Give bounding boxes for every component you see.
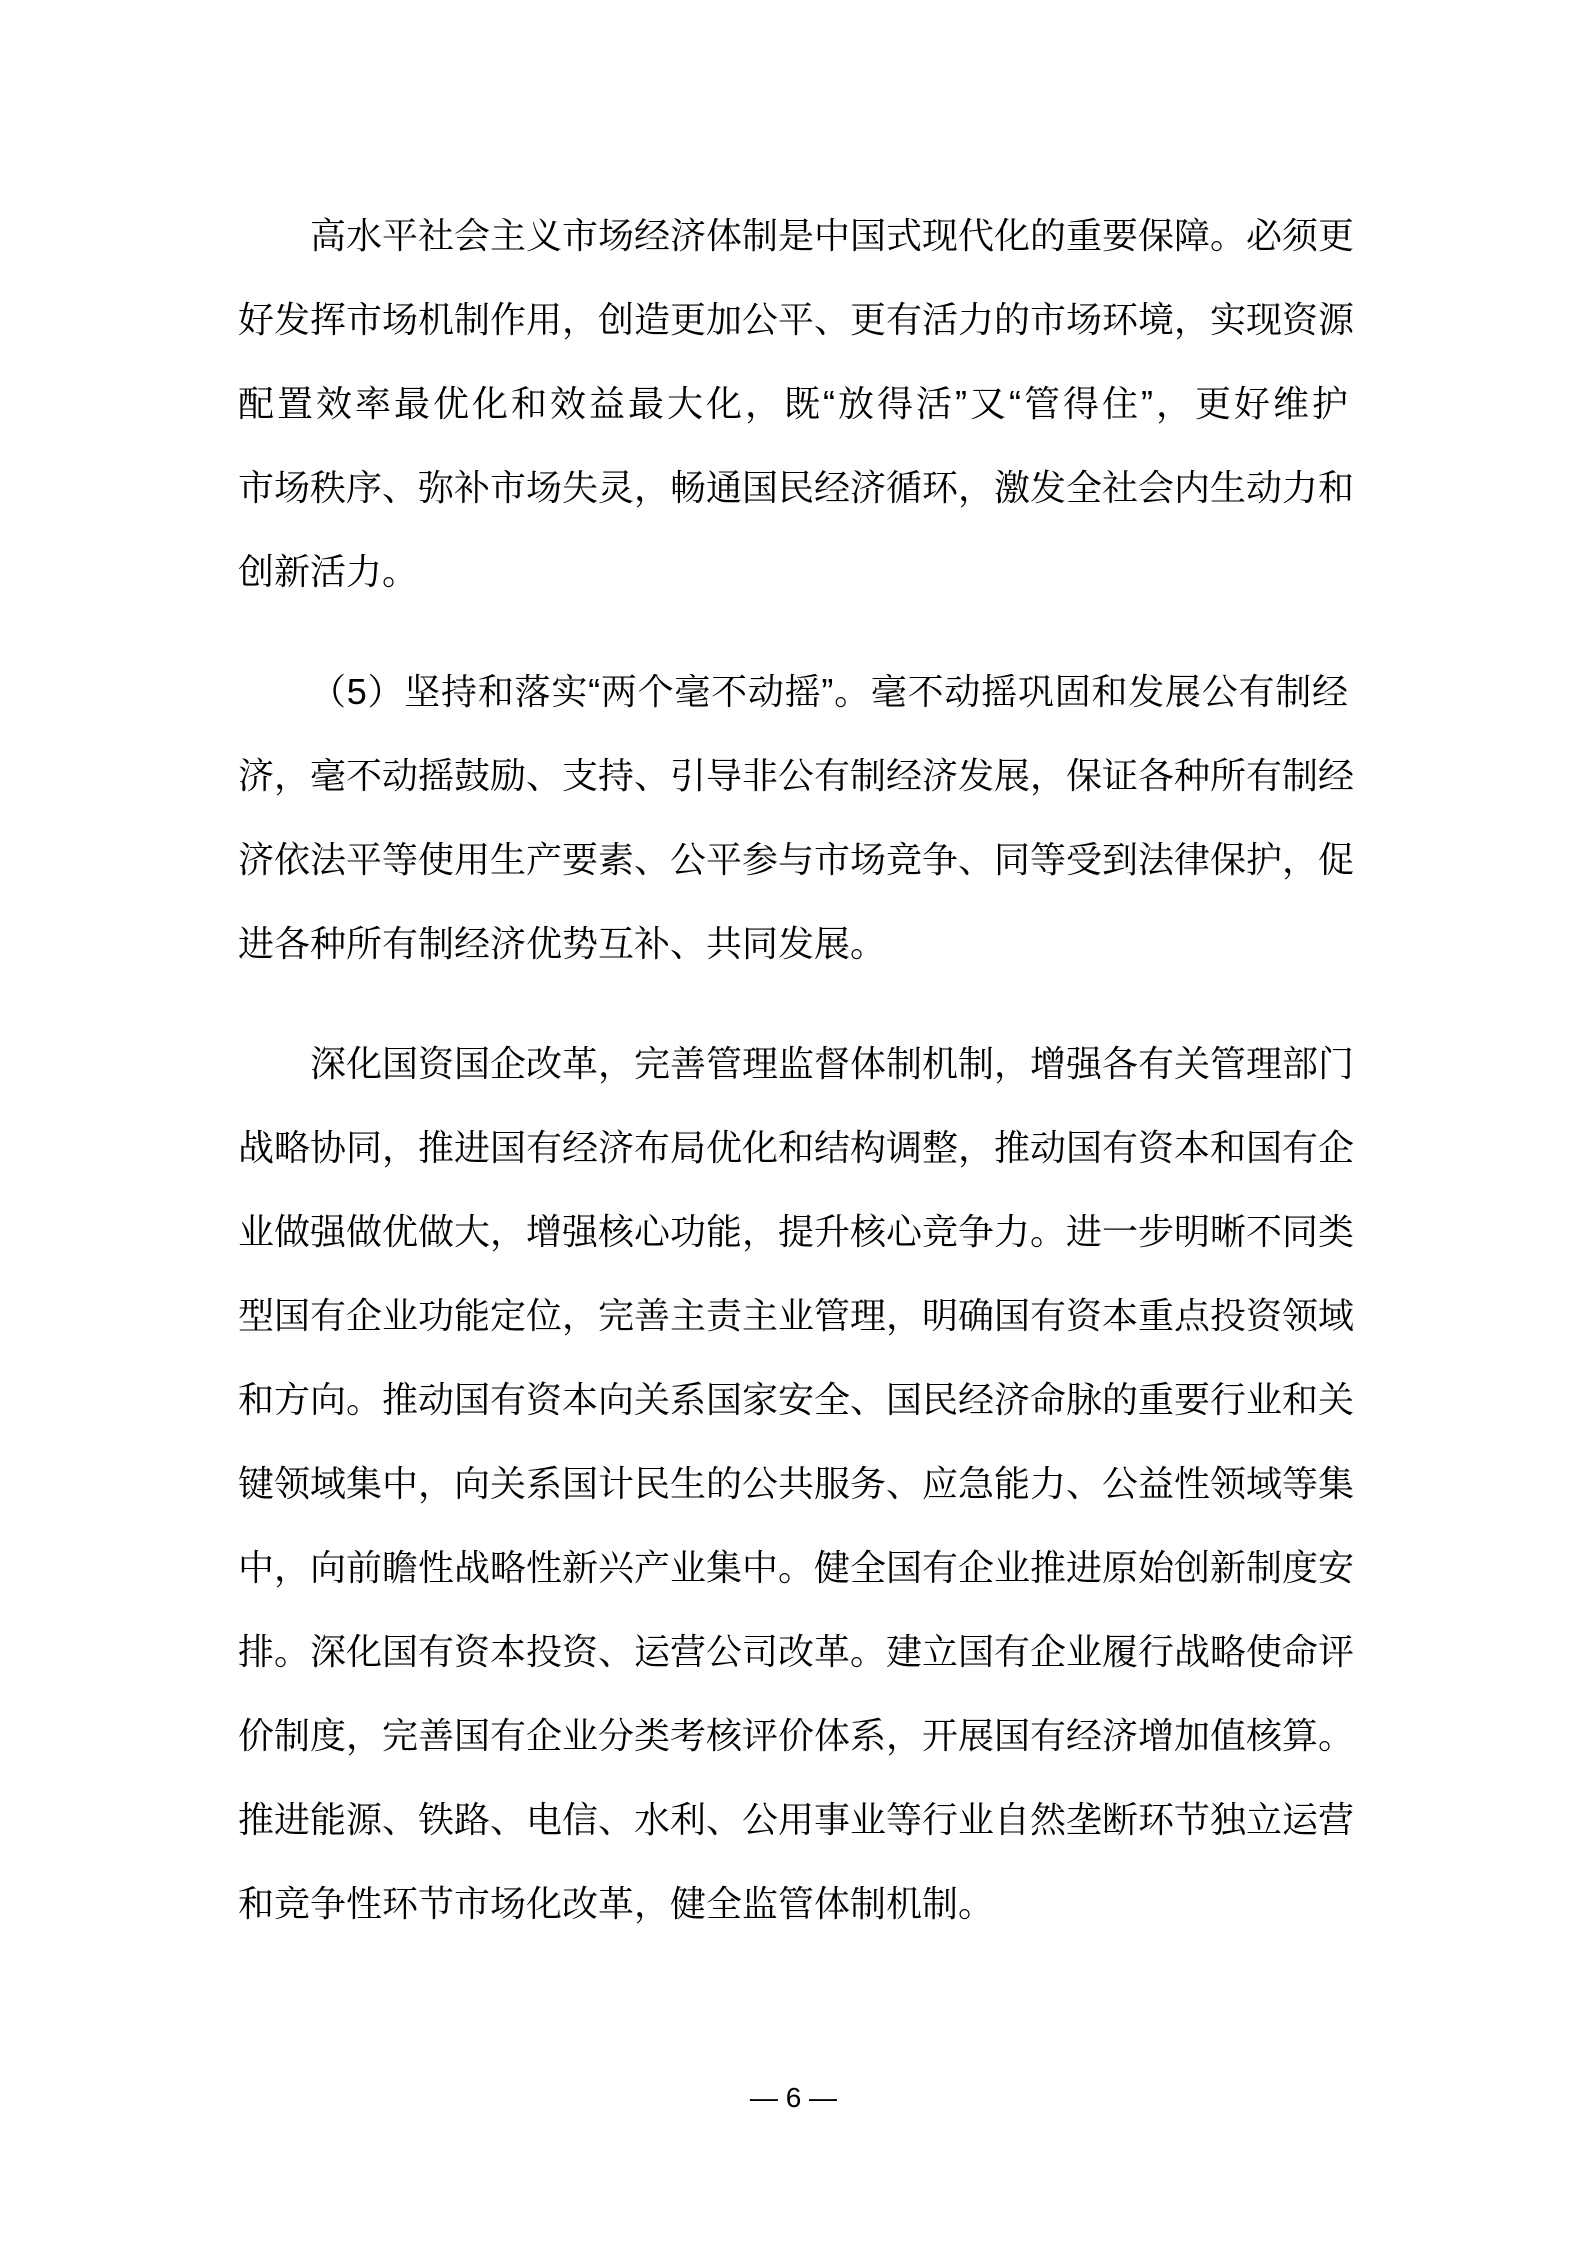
text-line: 市场秩序、弥补市场失灵，畅通国民经济循环，激发全社会内生动力和 [238, 467, 1355, 508]
text-line: （5）坚持和落实“两个毫不动摇”。毫不动摇巩固和发展公有制经 [310, 671, 1348, 712]
text-line: 济，毫不动摇鼓励、支持、引导非公有制经济发展，保证各种所有制经 [238, 755, 1355, 796]
page-footer [0, 2077, 1587, 2119]
text-line: 高水平社会主义市场经济体制是中国式现代化的重要保障。必须更 [310, 215, 1355, 256]
text-line: 好发挥市场机制作用，创造更加公平、更有活力的市场环境，实现资源 [238, 299, 1355, 340]
document-body [238, 194, 1355, 1946]
text-line: 战略协同，推进国有经济布局优化和结构调整，推动国有资本和国有企 [238, 1127, 1355, 1168]
text-line: 济依法平等使用生产要素、公平参与市场竞争、同等受到法律保护，促 [238, 839, 1355, 880]
text-line: 配置效率最优化和效益最大化，既“放得活”又“管得住”，更好维护 [238, 383, 1348, 424]
text-line: 推进能源、铁路、电信、水利、公用事业等行业自然垄断环节独立运营 [238, 1799, 1355, 1840]
paragraph-market-economy [238, 194, 1355, 614]
text-line: 键领域集中，向关系国计民生的公共服务、应急能力、公益性领域等集 [238, 1463, 1355, 1504]
text-line: 创新活力。 [238, 551, 419, 592]
text-line: 中，向前瞻性战略性新兴产业集中。健全国有企业推进原始创新制度安 [238, 1547, 1355, 1588]
text-line: 和竞争性环节市场化改革，健全监管体制机制。 [238, 1883, 995, 1924]
text-line: 进各种所有制经济优势互补、共同发展。 [238, 923, 887, 964]
paragraph-soe-reform [238, 1022, 1355, 1946]
paragraph-item-5 [238, 650, 1355, 986]
text-line: 和方向。推动国有资本向关系国家安全、国民经济命脉的重要行业和关 [238, 1379, 1355, 1420]
text-line: 排。深化国有资本投资、运营公司改革。建立国有企业履行战略使命评 [238, 1631, 1355, 1672]
text-line: 业做强做优做大，增强核心功能，提升核心竞争力。进一步明晰不同类 [238, 1211, 1355, 1252]
page-number: — 6 — [749, 2082, 838, 2113]
text-line: 型国有企业功能定位，完善主责主业管理，明确国有资本重点投资领域 [238, 1295, 1355, 1336]
text-line: 深化国资国企改革，完善管理监督体制机制，增强各有关管理部门 [310, 1043, 1355, 1084]
text-line: 价制度，完善国有企业分类考核评价体系，开展国有经济增加值核算。 [238, 1715, 1355, 1756]
